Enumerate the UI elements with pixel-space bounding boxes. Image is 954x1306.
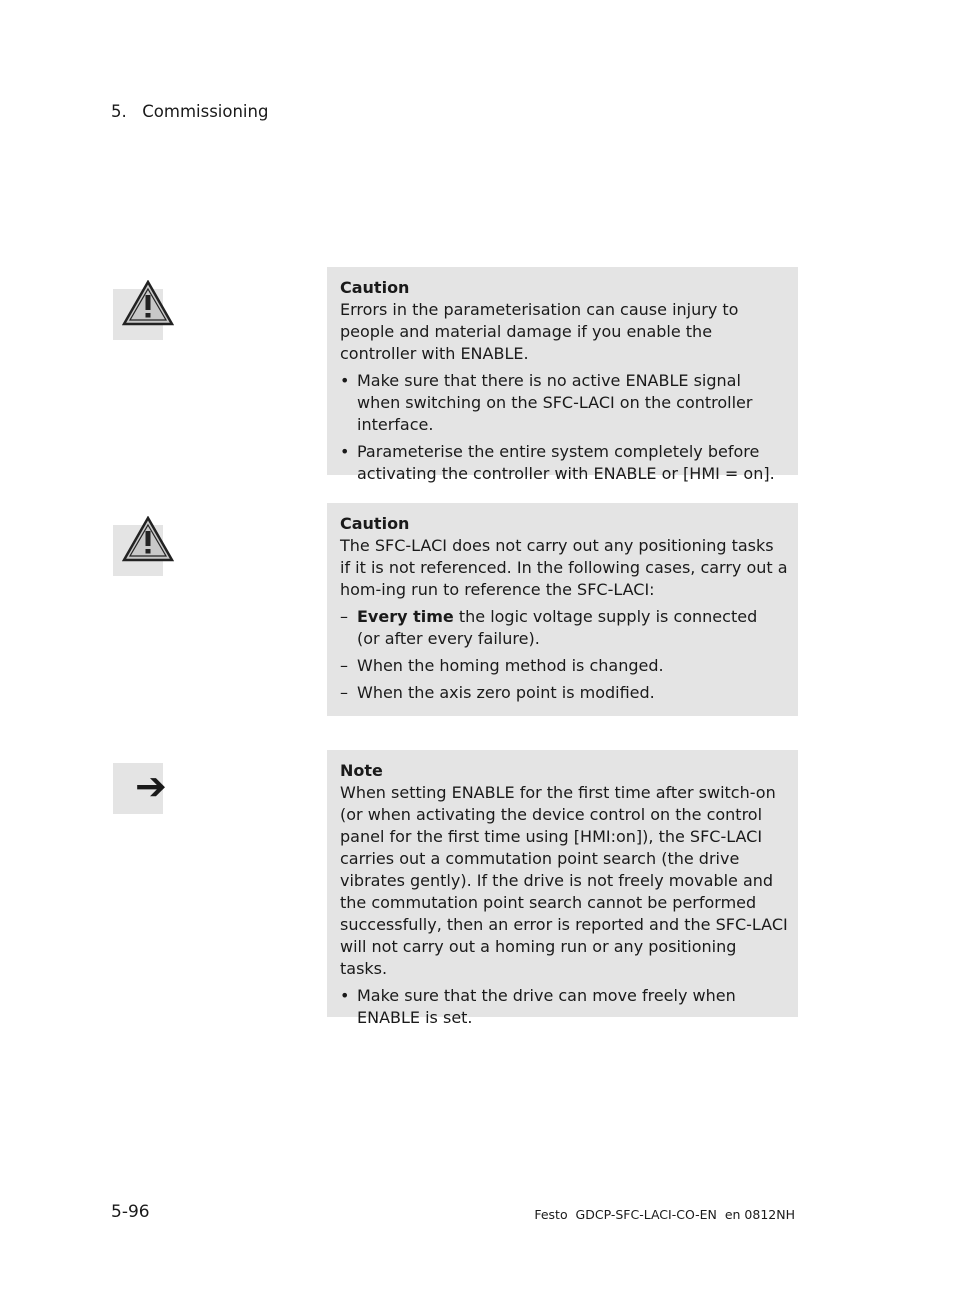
caution-box-1: [327, 267, 798, 483]
section-header: [111, 102, 268, 121]
caution-title: Caution: [340, 514, 410, 533]
caution-text: Errors in the parameterisation can cause injury to people and material damage if you enable the controller with ENABLE.: [340, 300, 739, 363]
document-id: Festo GDCP-SFC-LACI-CO-EN en 0812NH: [534, 1207, 795, 1222]
bullet-marker: •: [340, 986, 350, 1005]
list-item: • Make sure that the drive can move freely when ENABLE is set.: [340, 986, 736, 1027]
note-title: Note: [340, 761, 383, 780]
note-box: [327, 750, 798, 1027]
warning-triangle-icon: [122, 516, 174, 562]
note-bullet-list: [340, 985, 788, 1029]
list-item: – When the homing method is changed.: [340, 656, 664, 675]
list-item: • Parameterise the entire system completely before activating the controller with ENABLE or [HMI = on].: [340, 442, 775, 483]
warning-icon-box-2: [113, 525, 163, 576]
caution-text: The SFC-LACI does not carry out any positioning tasks if it is not referenced. In the following cases, carry out a hom-ing run to reference the SFC-LACI:: [340, 536, 788, 599]
bullet-marker: •: [340, 371, 350, 390]
dash-marker: –: [340, 607, 348, 626]
note-icon-box: [113, 763, 167, 814]
list-item: • Make sure that there is no active ENABLE signal when switching on the SFC-LACI on the controller interface.: [340, 371, 753, 434]
list-item: – Every time the logic voltage supply is connected (or after every failure).: [340, 607, 758, 648]
caution-dash-list: [340, 606, 788, 704]
caution-title: Caution: [340, 278, 410, 297]
list-item: – When the axis zero point is modified.: [340, 683, 655, 702]
warning-triangle-icon: [122, 280, 174, 326]
page-number: 5-96: [111, 1202, 150, 1222]
warning-icon-box-1: [113, 289, 163, 340]
arrow-right-icon: ➔: [135, 764, 167, 808]
section-title: Commissioning: [142, 102, 269, 121]
dash-marker: –: [340, 683, 348, 702]
note-text: When setting ENABLE for the first time after switch-on (or when activating the device control on the control panel for the first time using [HMI:on]), the SFC-LACI carries out a commutation point search (the drive vibrates gently). If the drive is not freely movable and the commutation point search cannot be performed successfully, then an error is reported and the SFC-LACI will not carry out a homing run or any positioning tasks.: [340, 783, 788, 978]
caution-bullet-list: [340, 370, 788, 485]
dash-marker: –: [340, 656, 348, 675]
bullet-marker: •: [340, 442, 350, 461]
caution-box-2: [327, 503, 798, 716]
section-number: 5.: [111, 102, 127, 121]
